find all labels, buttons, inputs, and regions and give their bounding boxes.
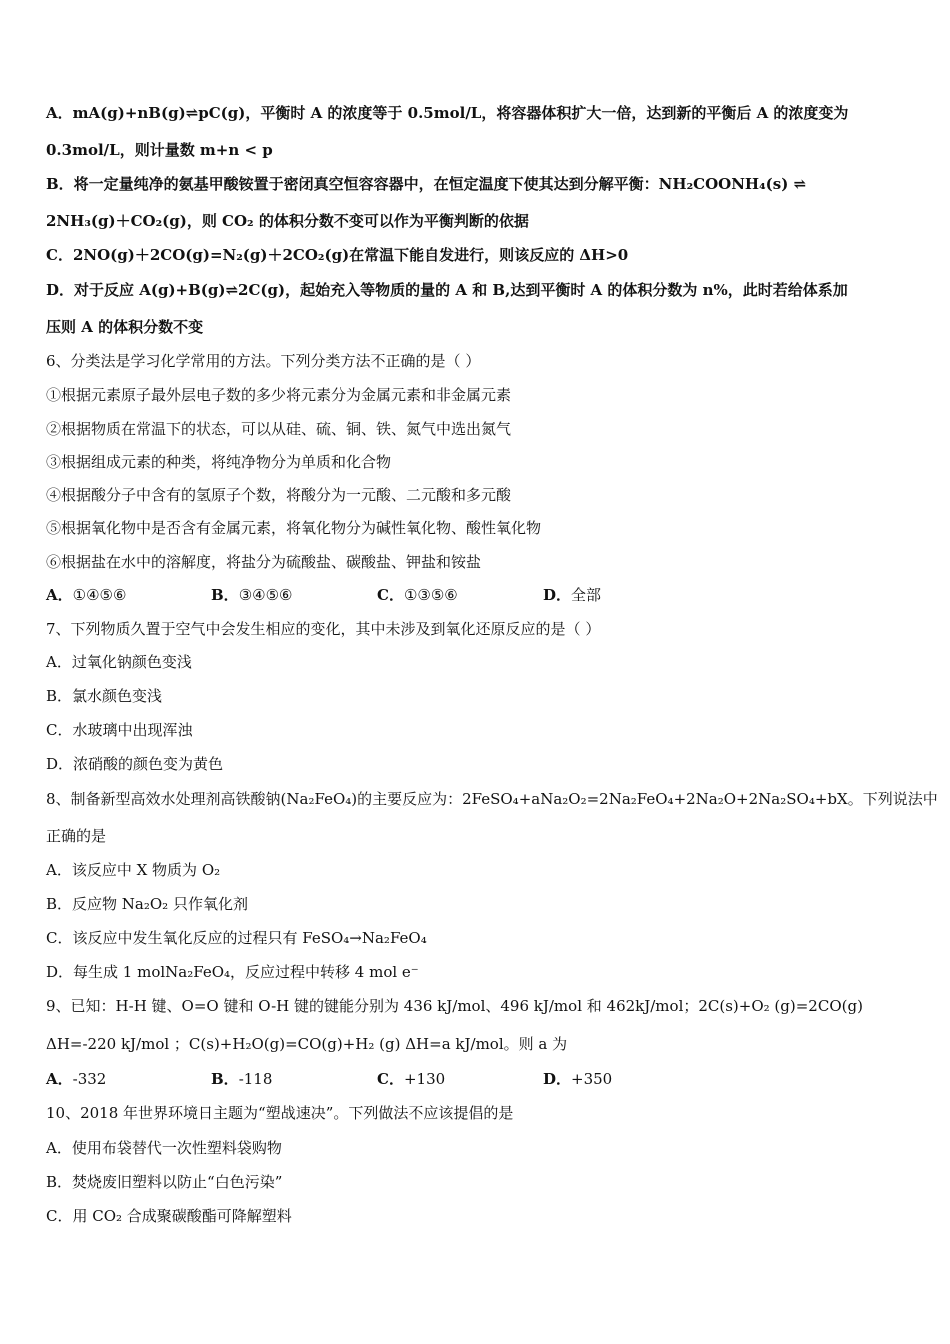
q6-option-b-text: ③④⑤⑥: [238, 586, 293, 604]
q6-stem: 6、分类法是学习化学常用的方法。下列分类方法不正确的是（ ）: [46, 352, 481, 370]
q9-option-c: [377, 1069, 445, 1089]
q6-option-b: [211, 585, 292, 605]
q5-option-a-line2: 0.3mol/L，则计量数 m+n < p: [46, 141, 273, 159]
q10-option-a: A．使用布袋替代一次性塑料袋购物: [46, 1139, 282, 1157]
q6-option-a-label: A．: [46, 586, 73, 604]
q6-option-b-label: B．: [211, 586, 239, 604]
q10-option-b: B．焚烧废旧塑料以防止“白色污染”: [46, 1173, 283, 1191]
q9-option-b: [211, 1069, 272, 1089]
q5-option-b-line1: B．将一定量纯净的氨基甲酸铵置于密闭真空恒容容器中，在恒定温度下使其达到分解平衡：NH₂COONH₄(s) ⇌: [46, 175, 807, 193]
q7-option-d: D．浓硝酸的颜色变为黄色: [46, 755, 224, 773]
q9-option-d-text: +350: [571, 1070, 613, 1088]
q6-item-4: ④根据酸分子中含有的氢原子个数，将酸分为一元酸、二元酸和多元酸: [46, 486, 512, 504]
q8-option-d: D．每生成 1 molNa₂FeO₄，反应过程中转移 4 mol e⁻: [46, 963, 419, 981]
q9-option-b-text: -118: [238, 1070, 273, 1088]
q8-option-b: B．反应物 Na₂O₂ 只作氧化剂: [46, 895, 248, 913]
q6-item-2: ②根据物质在常温下的状态，可以从硅、硫、铜、铁、氮气中选出氮气: [46, 420, 512, 438]
q9-stem-line1: 9、已知：H-H 键、O=O 键和 O-H 键的键能分别为 436 kJ/mol、496 kJ/mol 和 462kJ/mol；2C(s)+O₂ (g)=2CO(g): [46, 997, 863, 1015]
q6-option-c: [377, 585, 458, 605]
q8-option-a: A．该反应中 X 物质为 O₂: [46, 861, 221, 879]
q9-option-d: [543, 1069, 612, 1089]
q9-option-c-text: +130: [403, 1070, 446, 1088]
q8-option-c: C．该反应中发生氧化反应的过程只有 FeSO₄→Na₂FeO₄: [46, 929, 427, 947]
q7-option-a: A．过氧化钠颜色变浅: [46, 653, 192, 671]
q6-item-5: ⑤根据氧化物中是否含有金属元素，将氧化物分为碱性氧化物、酸性氧化物: [46, 519, 542, 537]
q9-option-d-label: D．: [543, 1070, 572, 1088]
q5-option-b-line2: 2NH₃(g)＋CO₂(g)，则 CO₂ 的体积分数不变可以作为平衡判断的依据: [46, 212, 529, 230]
q8-stem-line1: 8、制备新型高效水处理剂高铁酸钠(Na₂FeO₄)的主要反应为：2FeSO₄+aNa₂O₂=2Na₂FeO₄+2Na₂O+2Na₂SO₄+bX。下列说法中: [46, 790, 938, 808]
q9-option-b-label: B．: [211, 1070, 239, 1088]
q6-option-c-label: C．: [377, 586, 404, 604]
q6-option-a: [46, 585, 126, 605]
q9-option-a-text: -332: [72, 1070, 107, 1088]
q6-option-a-text: ①④⑤⑥: [72, 586, 127, 604]
q9-option-a: [46, 1069, 106, 1089]
q10-option-c: C．用 CO₂ 合成聚碳酸酯可降解塑料: [46, 1207, 292, 1225]
q6-option-d-text: 全部: [571, 586, 602, 604]
q6-option-d-label: D．: [543, 586, 572, 604]
q7-stem: 7、下列物质久置于空气中会发生相应的变化，其中未涉及到氧化还原反应的是（ ）: [46, 620, 601, 638]
q6-item-1: ①根据元素原子最外层电子数的多少将元素分为金属元素和非金属元素: [46, 386, 512, 404]
q5-option-d-line1: D．对于反应 A(g)+B(g)⇌2C(g)，起始充入等物质的量的 A 和 B,达到平衡时 A 的体积分数为 n%，此时若给体系加: [46, 281, 848, 299]
q6-option-c-text: ①③⑤⑥: [403, 586, 458, 604]
q10-stem: 10、2018 年世界环境日主题为“塑战速决”。下列做法不应该提倡的是: [46, 1104, 514, 1122]
q7-option-c: C．水玻璃中出现浑浊: [46, 721, 193, 739]
q8-stem-line2: 正确的是: [46, 827, 107, 845]
q7-option-b: B．氯水颜色变浅: [46, 687, 163, 705]
q5-option-d-line2: 压则 A 的体积分数不变: [46, 318, 204, 336]
q6-item-3: ③根据组成元素的种类，将纯净物分为单质和化合物: [46, 453, 392, 471]
q9-stem-line2: ΔH=-220 kJ/mol ；C(s)+H₂O(g)=CO(g)+H₂ (g) ΔH=a kJ/mol。则 a 为: [46, 1035, 568, 1053]
q5-option-a-line1: A．mA(g)+nB(g)⇌pC(g)，平衡时 A 的浓度等于 0.5mol/L，将容器体积扩大一倍，达到新的平衡后 A 的浓度变为: [46, 104, 849, 122]
q5-option-c: C．2NO(g)＋2CO(g)=N₂(g)＋2CO₂(g)在常温下能自发进行，则该反应的 ΔH>0: [46, 246, 629, 264]
q6-option-d: [543, 585, 601, 605]
q9-option-c-label: C．: [377, 1070, 404, 1088]
q9-option-a-label: A．: [46, 1070, 73, 1088]
q6-item-6: ⑥根据盐在水中的溶解度，将盐分为硫酸盐、碳酸盐、钾盐和铵盐: [46, 553, 482, 571]
